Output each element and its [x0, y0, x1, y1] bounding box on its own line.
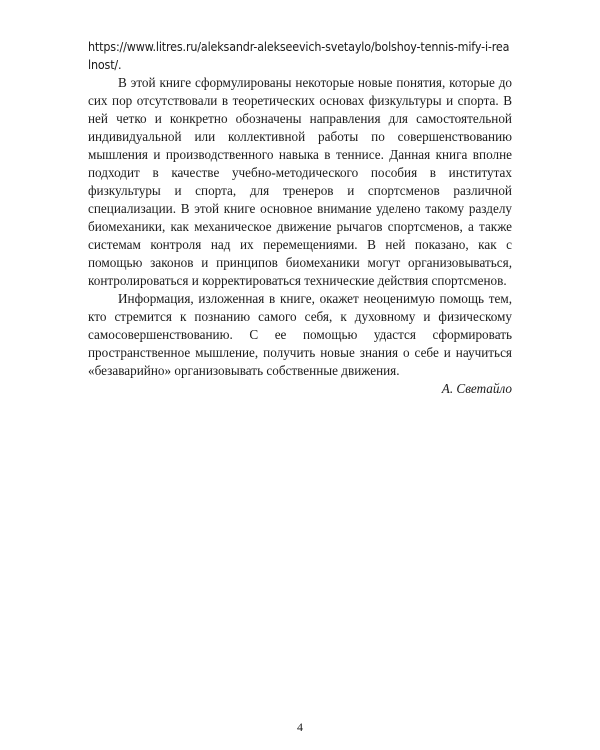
page-number: 4	[297, 720, 303, 734]
paragraph-book-benefits: Информация, изложенная в книге, окажет неоценимую помощь тем, кто стремится к познанию самого себя, к духовному и физическому самосовершенствованию. С ее помощью удастся сформировать пространственное мышление, получить новые знания о себе и научиться «безаварийно» организовывать собственные движения.	[88, 291, 512, 378]
author-signature: А. Светайло	[441, 381, 512, 396]
page-body	[88, 38, 512, 398]
source-link[interactable]: https://www.litres.ru/aleksandr-alekseevich-svetaylo/bolshoy-tennis-mify-i-realnost/.	[88, 39, 510, 72]
paragraph-book-description: В этой книге сформулированы некоторые новые понятия, которые до сих пор отсутствовали в теоретических основах физкультуры и спорта. В ней четко и конкретно обозначены направления для самостоятельной индивидуальной или коллективной работы по совершенствованию мышления и производственного навыка в теннисе. Данная книга вполне подходит в качестве учебно-методического пособия в институтах физкультуры и спорта, для тренеров и спортсменов различной специализации. В этой книге основное внимание уделено такому разделу биомеханики, как механическое движение рычагов спортсменов, а также системам контроля над их перемещениями. В ней показано, как с помощью законов и принципов биомеханики могут организовываться, контролироваться и корректироваться технические действия спортсменов.	[88, 75, 512, 288]
